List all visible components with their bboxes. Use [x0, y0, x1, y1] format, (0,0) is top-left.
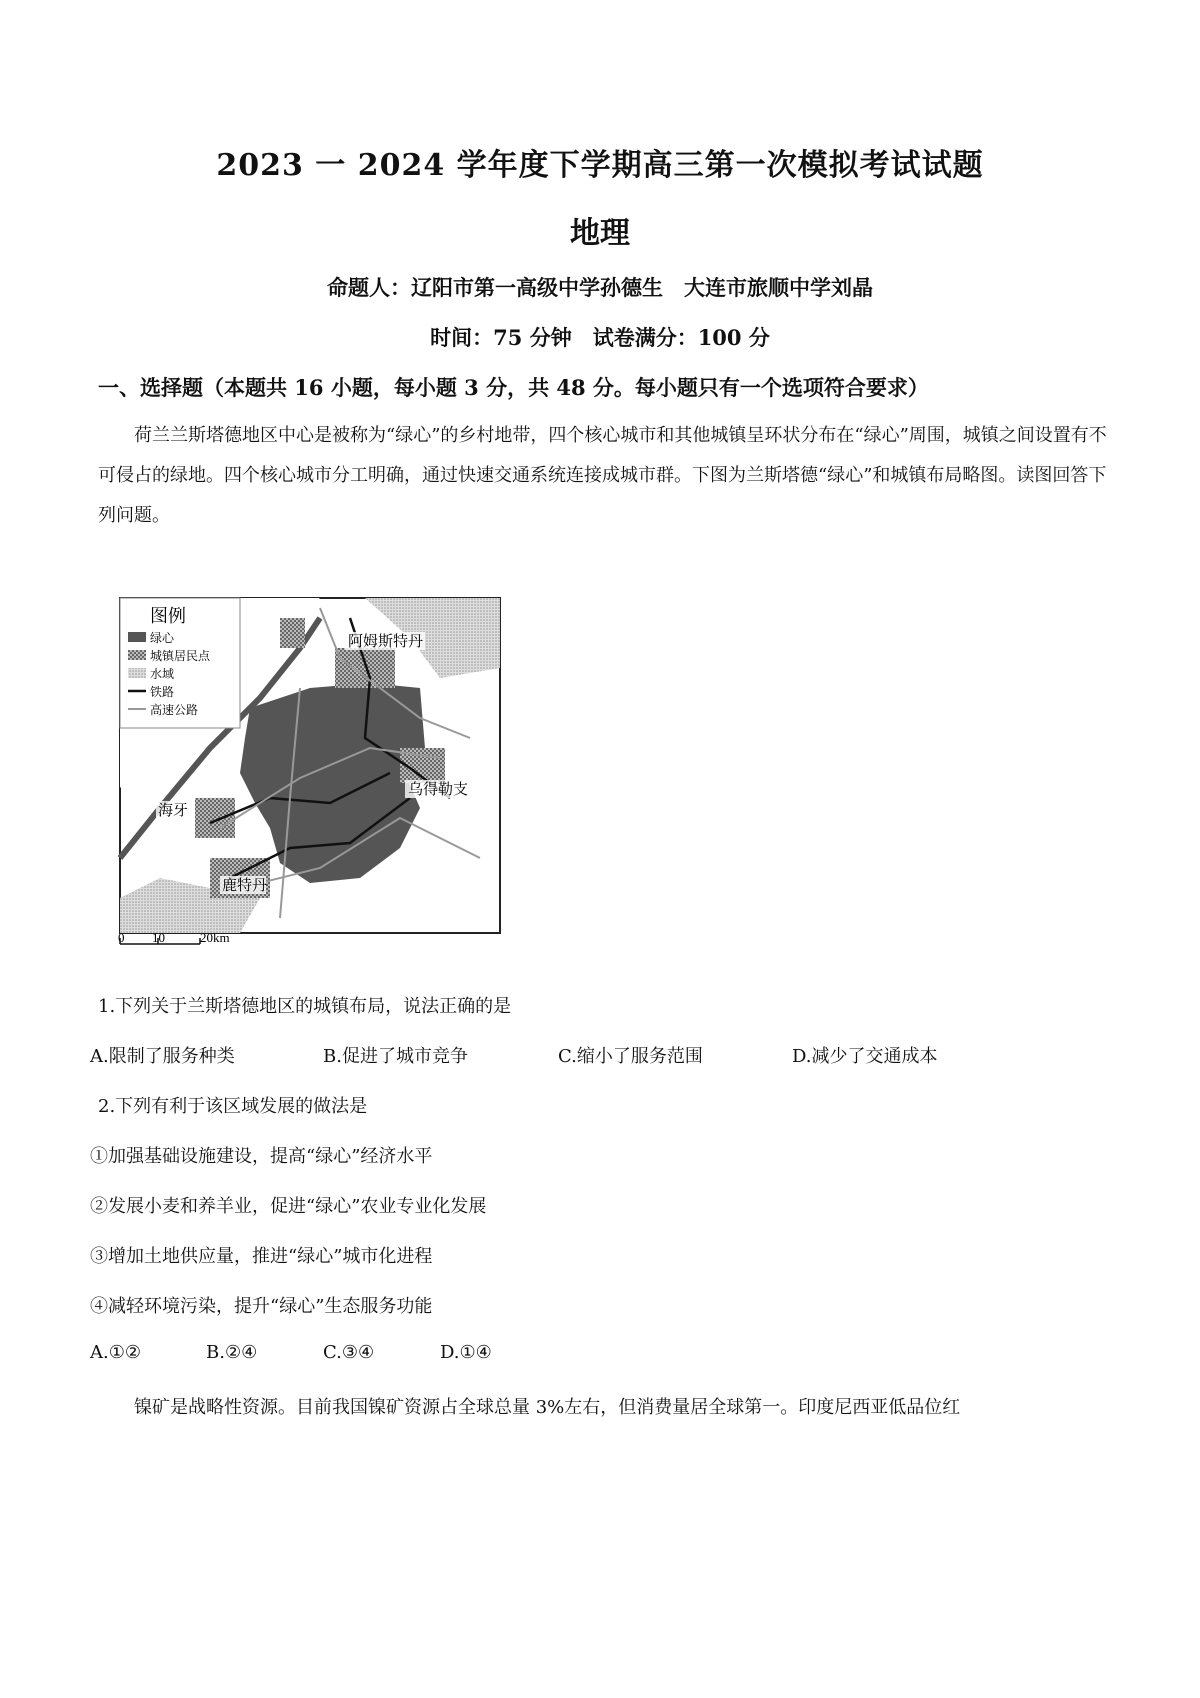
q2-option-b: B.②④	[206, 1342, 258, 1363]
scale-label-10: 10	[152, 930, 165, 945]
q2-option-c: C.③④	[323, 1342, 375, 1363]
subject-title: 地理	[570, 216, 630, 251]
legend-swatch-water	[128, 668, 146, 678]
passage-2: 镍矿是战略性资源。目前我国镍矿资源占全球总量 3%左右，但消费量居全球第一。印度尼西亚低品位红	[134, 1397, 961, 1418]
legend-label-highway: 高速公路	[150, 703, 199, 717]
scale-label-0: 0	[118, 930, 125, 945]
question-2-stem: 2.下列有利于该区域发展的做法是	[98, 1096, 368, 1117]
authors-line: 命题人：辽阳市第一高级中学孙德生 大连市旅顺中学刘晶	[327, 275, 873, 300]
legend-label-green-heart: 绿心	[150, 631, 175, 645]
amsterdam-settlement	[335, 648, 395, 688]
legend-swatch-green-heart	[128, 632, 146, 642]
q1-option-d: D.减少了交通成本	[792, 1046, 938, 1067]
city-label-utrecht: 乌得勒支	[408, 781, 469, 798]
section-heading: 一、选择题（本题共 16 小题，每小题 3 分，共 48 分。每小题只有一个选项符合要求）	[98, 375, 929, 400]
map-svg	[120, 598, 500, 958]
ranstad-map	[120, 598, 500, 958]
city-label-hague: 海牙	[158, 802, 189, 819]
time-score-line: 时间：75 分钟 试卷满分：100 分	[430, 325, 770, 350]
city-label-amsterdam: 阿姆斯特丹	[348, 633, 424, 650]
legend-label-railway: 铁路	[150, 685, 175, 699]
legend-label-water: 水域	[150, 667, 175, 681]
q2-item-3: ③增加土地供应量，推进“绿心”城市化进程	[90, 1246, 433, 1267]
question-1-stem: 1.下列关于兰斯塔德地区的城镇布局，说法正确的是	[98, 996, 512, 1017]
city-label-rotterdam: 鹿特丹	[222, 877, 268, 894]
legend-swatch-settlement	[128, 650, 146, 660]
q2-option-a: A.①②	[90, 1342, 141, 1363]
exam-title: 2023 一 2024 学年度下学期高三第一次模拟考试试题	[216, 148, 984, 183]
q2-item-1: ①加强基础设施建设，提高“绿心”经济水平	[90, 1146, 433, 1167]
q2-item-2: ②发展小麦和养羊业，促进“绿心”农业专业化发展	[90, 1196, 487, 1217]
q1-option-a: A.限制了服务种类	[90, 1046, 235, 1067]
q1-option-c: C.缩小了服务范围	[558, 1046, 703, 1067]
legend-label-settlement: 城镇居民点	[150, 649, 211, 663]
legend-title: 图例	[150, 606, 186, 626]
scale-label-20km: 20km	[200, 930, 230, 945]
passage-1: 荷兰兰斯塔德地区中心是被称为“绿心”的乡村地带，四个核心城市和其他城镇呈环状分布在“绿心”周围，城镇之间设置有不可侵占的绿地。四个核心城市分工明确，通过快速交通系统连接成城市群。下图为兰斯塔德“绿心”和城镇布局略图。读图回答下列问题。	[98, 425, 1107, 526]
hague-settlement	[195, 798, 235, 838]
north-settlement	[280, 618, 305, 648]
q1-option-b: B.促进了城市竞争	[323, 1046, 468, 1067]
q2-item-4: ④减轻环境污染，提升“绿心”生态服务功能	[90, 1296, 433, 1317]
q2-option-d: D.①④	[440, 1342, 492, 1363]
